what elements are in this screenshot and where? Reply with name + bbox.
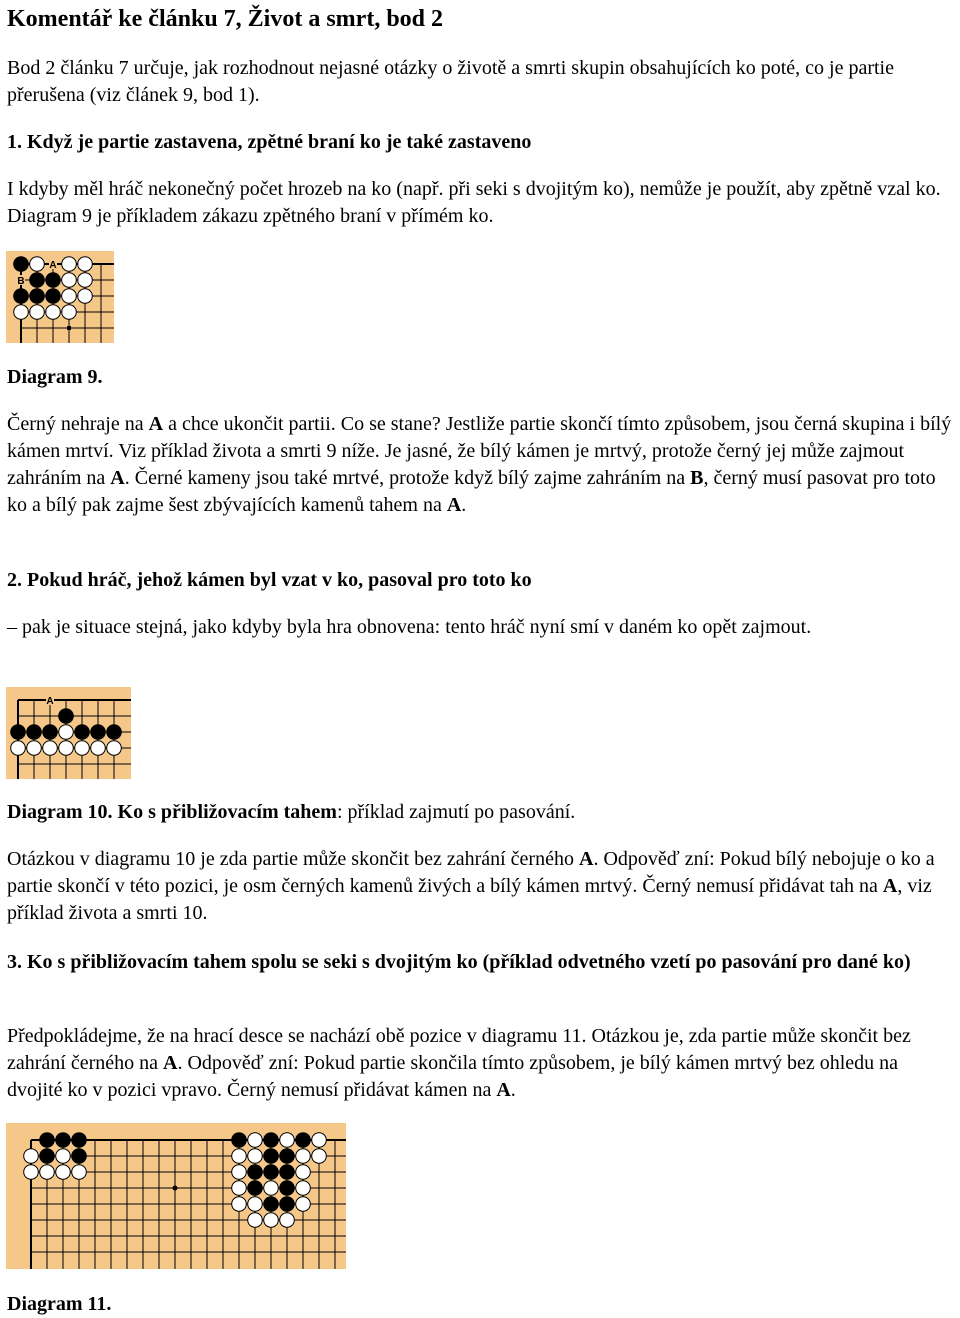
white-stone bbox=[62, 289, 77, 304]
black-stone bbox=[11, 725, 26, 740]
white-stone bbox=[232, 1181, 247, 1196]
go-diagram-10 bbox=[6, 687, 131, 779]
black-stone bbox=[280, 1197, 295, 1212]
white-stone bbox=[264, 1213, 279, 1228]
white-stone bbox=[78, 273, 93, 288]
black-stone bbox=[30, 289, 45, 304]
black-stone bbox=[280, 1149, 295, 1164]
black-stone bbox=[14, 257, 29, 272]
black-stone bbox=[264, 1133, 279, 1148]
white-stone bbox=[264, 1181, 279, 1196]
white-stone bbox=[248, 1149, 263, 1164]
white-stone bbox=[296, 1165, 311, 1180]
black-stone bbox=[75, 725, 90, 740]
white-stone bbox=[24, 1149, 39, 1164]
page-title: Komentář ke článku 7, Život a smrt, bod 2 bbox=[7, 6, 444, 32]
diagram-9-caption: Diagram 9. bbox=[7, 366, 103, 388]
white-stone bbox=[14, 305, 29, 320]
black-stone bbox=[264, 1149, 279, 1164]
black-stone bbox=[46, 273, 61, 288]
black-stone bbox=[40, 1133, 55, 1148]
white-stone bbox=[24, 1165, 39, 1180]
white-stone bbox=[232, 1165, 247, 1180]
black-stone bbox=[72, 1133, 87, 1148]
white-stone bbox=[312, 1133, 327, 1148]
section-2-explanation: Otázkou v diagramu 10 je zda partie může skončit bez zahrání černého A. Odpověď zní: Pokud bílý nebojuje o ko a partie skončí v této pozici, je osm černých kamenů živých a bílý kámen mrtvý. Černý nemusí přidávat tah na A, viz příklad života a smrti 10. bbox=[7, 848, 935, 924]
last-move-marker bbox=[67, 326, 71, 330]
white-stone bbox=[30, 257, 45, 272]
white-stone bbox=[280, 1133, 295, 1148]
black-stone bbox=[248, 1165, 263, 1180]
black-stone bbox=[46, 289, 61, 304]
white-stone bbox=[62, 305, 77, 320]
black-stone bbox=[40, 1149, 55, 1164]
white-stone bbox=[56, 1165, 71, 1180]
black-stone bbox=[264, 1165, 279, 1180]
white-stone bbox=[296, 1149, 311, 1164]
section-1-heading: 1. Když je partie zastavena, zpětné braní ko je také zastaveno bbox=[7, 131, 532, 153]
black-stone bbox=[59, 709, 74, 724]
white-stone bbox=[56, 1149, 71, 1164]
section-1-explanation: Černý nehraje na A a chce ukončit partii. Co se stane? Jestliže partie skončí tímto způsobem, jsou černá skupina i bílý kámen mrtví. Viz příklad života a smrti 9 níže. Je jasné, že bílý kámen je mrtvý, protože černý jej může zajmout zahráním na A. Černé kameny jsou také mrtvé, protože když bílý zajme zahráním na B, černý musí pasovat pro toto ko a bílý pak zajme šest zbývajících kamenů tahem na A. bbox=[7, 413, 952, 516]
black-stone bbox=[91, 725, 106, 740]
white-stone bbox=[40, 1165, 55, 1180]
black-stone bbox=[14, 289, 29, 304]
section-1-text: I kdyby měl hráč nekonečný počet hrozeb na ko (např. při seki s dvojitým ko), nemůže je použít, aby zpětně vzal ko. Diagram 9 je příkladem zákazu zpětného braní v přímém ko. bbox=[7, 178, 941, 227]
white-stone bbox=[75, 741, 90, 756]
white-stone bbox=[62, 273, 77, 288]
black-stone bbox=[72, 1149, 87, 1164]
white-stone bbox=[296, 1181, 311, 1196]
white-stone bbox=[46, 305, 61, 320]
white-stone bbox=[59, 725, 74, 740]
section-2-text: – pak je situace stejná, jako kdyby byla hra obnovena: tento hráč nyní smí v daném ko opět zajmout. bbox=[7, 616, 812, 638]
white-stone bbox=[248, 1133, 263, 1148]
white-stone bbox=[107, 741, 122, 756]
go-diagram-11 bbox=[6, 1123, 346, 1269]
white-stone bbox=[78, 257, 93, 272]
diagram-11-caption: Diagram 11. bbox=[7, 1293, 112, 1315]
white-stone bbox=[30, 305, 45, 320]
point-label-a: A bbox=[46, 696, 54, 707]
white-stone bbox=[78, 289, 93, 304]
diagram-10-caption: Diagram 10. Ko s přibližovacím tahem: příklad zajmutí po pasování. bbox=[7, 801, 576, 823]
white-stone bbox=[43, 741, 58, 756]
black-stone bbox=[43, 725, 58, 740]
white-stone bbox=[232, 1149, 247, 1164]
white-stone bbox=[312, 1149, 327, 1164]
black-stone bbox=[27, 725, 42, 740]
black-stone bbox=[248, 1181, 263, 1196]
section-2-heading: 2. Pokud hráč, jehož kámen byl vzat v ko, pasoval pro toto ko bbox=[7, 569, 532, 591]
black-stone bbox=[56, 1133, 71, 1148]
black-stone bbox=[264, 1197, 279, 1212]
white-stone bbox=[62, 257, 77, 272]
white-stone bbox=[11, 741, 26, 756]
black-stone bbox=[280, 1181, 295, 1196]
intro-paragraph: Bod 2 článku 7 určuje, jak rozhodnout nejasné otázky o životě a smrti skupin obsahujících ko poté, co je partie přerušena (viz článek 9, bod 1). bbox=[7, 57, 894, 106]
white-stone bbox=[280, 1213, 295, 1228]
black-stone bbox=[280, 1165, 295, 1180]
white-stone bbox=[232, 1197, 247, 1212]
black-stone bbox=[107, 725, 122, 740]
white-stone bbox=[248, 1213, 263, 1228]
white-stone bbox=[248, 1197, 263, 1212]
white-stone bbox=[59, 741, 74, 756]
black-stone bbox=[232, 1133, 247, 1148]
white-stone bbox=[91, 741, 106, 756]
section-3-heading: 3. Ko s přibližovacím tahem spolu se seki s dvojitým ko (příklad odvetného vzetí po pasování pro dané ko) bbox=[7, 951, 911, 973]
section-3-explanation: Předpokládejme, že na hrací desce se nachází obě pozice v diagramu 11. Otázkou je, zda partie může skončit bez zahrání černého na A. Odpověď zní: Pokud partie skončila tímto způsobem, je bílý kámen mrtvý bez ohledu na dvojité ko v pozici vpravo. Černý nemusí přidávat kámen na A. bbox=[7, 1025, 911, 1101]
white-stone bbox=[72, 1165, 87, 1180]
go-diagram-9 bbox=[6, 251, 114, 343]
black-stone bbox=[30, 273, 45, 288]
black-stone bbox=[296, 1133, 311, 1148]
star-point bbox=[173, 1186, 178, 1191]
white-stone bbox=[296, 1197, 311, 1212]
point-label-a: A bbox=[49, 260, 57, 271]
point-label-b: B bbox=[17, 276, 25, 287]
white-stone bbox=[27, 741, 42, 756]
